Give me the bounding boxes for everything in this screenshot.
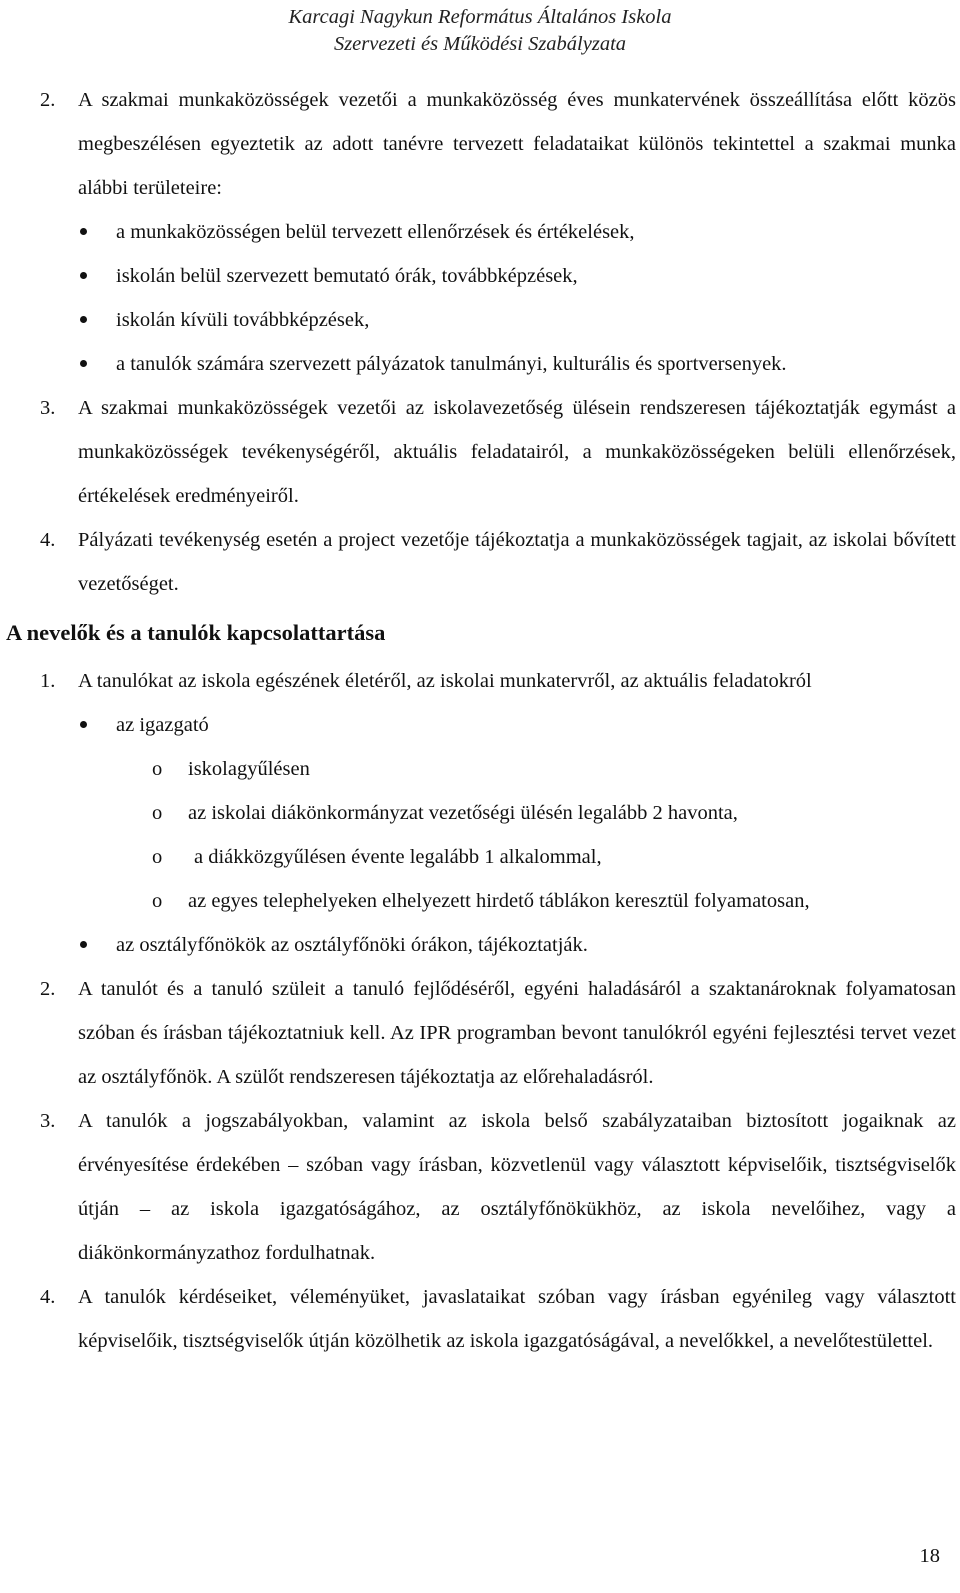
sub-bullet-marker: o xyxy=(152,890,163,912)
bullet-icon xyxy=(80,228,87,235)
page-number: 18 xyxy=(919,1545,940,1567)
paragraph-text: A tanulók a jogszabályokban, valamint az iskola belső szabályzataiban biztosított jogaiknak az érvényesítése érdekében – szóban vagy írásban, közvetlenül vagy választott képviselőik, tisztségviselők útján – az iskola igazgatóságához, az osztályfőnökükhöz, az iskola nevelőihez, vagy a diákönkormányzathoz fordulhatnak. xyxy=(78,1110,956,1264)
sub-list-item: o az egyes telephelyeken elhelyezett hirdető táblákon keresztül folyamatosan, xyxy=(40,879,956,923)
sub-bullet-marker: o xyxy=(152,846,163,868)
paragraph-number: 2. xyxy=(40,89,56,111)
bullet-icon xyxy=(80,941,87,948)
sub-list-item: o a diákközgyűlésen évente legalább 1 alkalommal, xyxy=(40,835,956,879)
bullet-icon xyxy=(80,316,87,323)
document-header xyxy=(0,4,960,58)
paragraph-number: 3. xyxy=(40,1110,56,1132)
list-item: iskolán kívüli továbbképzések, xyxy=(40,298,956,342)
paragraph-text: A szakmai munkaközösségek vezetői a munkaközösség éves munkatervének összeállítása előtt közös megbeszélésen egyeztetik az adott tanévre tervezett feladataikat különös tekintettel a szakmai munka alábbi területeire: xyxy=(78,89,956,199)
list-item: a tanulók számára szervezett pályázatok tanulmányi, kulturális és sportversenyek. xyxy=(40,342,956,386)
paragraph-number: 2. xyxy=(40,978,56,1000)
sub-list-item: o iskolagyűlésen xyxy=(40,747,956,791)
paragraph-text: A szakmai munkaközösségek vezetői az iskolavezetőség ülésein rendszeresen tájékoztatják egymást a munkaközösségek tevékenységéről, aktuális feladatairól, a munkaközösségeken belüli ellenőrzések, értékelések eredményeiről. xyxy=(78,397,956,507)
document-body xyxy=(6,78,956,1363)
paragraph-text: A tanulót és a tanuló szüleit a tanuló fejlődéséről, egyéni haladásáról a szaktanároknak folyamatosan szóban és írásban tájékoztatniuk kell. Az IPR programban bevont tanulókról egyéni fejlesztési tervet vezet az osztályfőnök. A szülőt rendszeresen tájékoztatja az előrehaladásról. xyxy=(78,978,956,1088)
paragraph-number: 4. xyxy=(40,529,56,551)
numbered-paragraph-3 xyxy=(40,386,956,518)
section-paragraph-2 xyxy=(40,967,956,1099)
list-item: az igazgató xyxy=(40,703,956,747)
numbered-paragraph-2 xyxy=(40,78,956,210)
bullet-list-areas xyxy=(40,210,956,386)
paragraph-number: 4. xyxy=(40,1286,56,1308)
section-paragraph-3 xyxy=(40,1099,956,1275)
sub-bullet-marker: o xyxy=(152,802,163,824)
sub-list-item: o az iskolai diákönkormányzat vezetőségi ülésén legalább 2 havonta, xyxy=(40,791,956,835)
paragraph-text: A tanulók kérdéseiket, véleményüket, javaslataikat szóban vagy írásban egyénileg vagy választott képviselőik, tisztségviselők útján közölhetik az iskola igazgatóságával, a nevelőkkel, a nevelőtestülettel. xyxy=(78,1286,956,1352)
list-item: az osztályfőnökök az osztályfőnöki órákon, tájékoztatják. xyxy=(40,923,956,967)
section-heading: A nevelők és a tanulók kapcsolattartása xyxy=(6,620,386,645)
list-item: iskolán belül szervezett bemutató órák, továbbképzések, xyxy=(40,254,956,298)
section-paragraph-1 xyxy=(40,659,956,703)
section-paragraph-4 xyxy=(40,1275,956,1363)
header-school-name: Karcagi Nagykun Református Általános Iskola xyxy=(288,6,672,28)
bullet-icon xyxy=(80,721,87,728)
paragraph-number: 1. xyxy=(40,670,56,692)
paragraph-text: A tanulókat az iskola egészének életéről, az iskolai munkatervről, az aktuális feladatokról xyxy=(78,670,812,692)
list-item: a munkaközösségen belül tervezett ellenőrzések és értékelések, xyxy=(40,210,956,254)
sub-bullet-marker: o xyxy=(152,758,163,780)
bullet-icon xyxy=(80,360,87,367)
paragraph-text: Pályázati tevékenység esetén a project vezetője tájékoztatja a munkaközösségek tagjait, az iskolai bővített vezetőséget. xyxy=(78,529,956,595)
numbered-paragraph-4 xyxy=(40,518,956,606)
header-document-title: Szervezeti és Működési Szabályzata xyxy=(333,33,627,55)
bullet-icon xyxy=(80,272,87,279)
paragraph-number: 3. xyxy=(40,397,56,419)
